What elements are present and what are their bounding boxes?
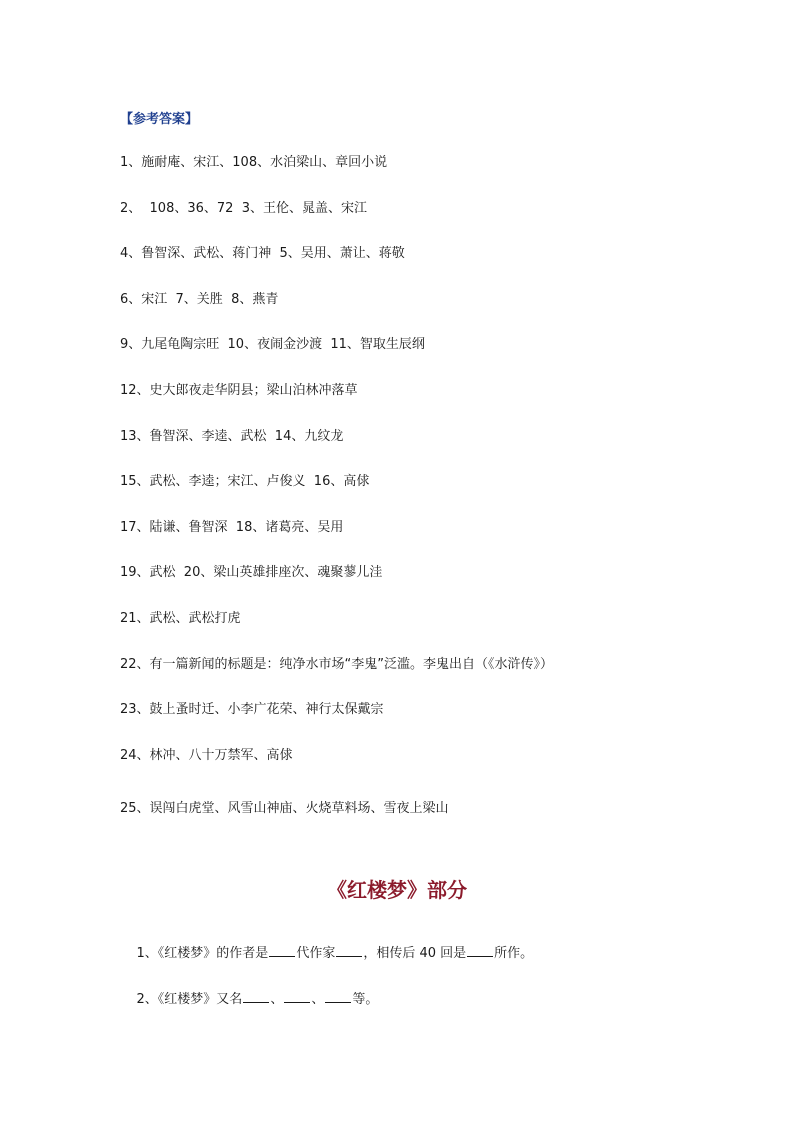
question-text: 、 — [270, 992, 284, 1007]
answer-item: 13、鲁智深、李逵、武松 14、九纹龙 — [120, 429, 344, 444]
question-text: 代作家 — [296, 946, 336, 961]
question-text: 、 — [311, 992, 325, 1007]
answer-blank[interactable] — [243, 990, 269, 1003]
answer-item: 9、九尾龟陶宗旺 10、夜闹金沙渡 11、智取生辰纲 — [120, 337, 425, 352]
question-text: ，相传后 40 回是 — [363, 946, 467, 961]
answer-item: 23、鼓上蚤时迁、小李广花荣、神行太保戴宗 — [120, 702, 384, 717]
question-text: 所作。 — [494, 946, 534, 961]
answer-blank[interactable] — [467, 944, 493, 957]
answer-item: 2、 108、36、72 3、王伦、晁盖、宋江 — [120, 201, 367, 216]
answer-item: 4、鲁智深、武松、蒋门神 5、吴用、萧让、蒋敬 — [120, 246, 405, 261]
answers-heading: 【参考答案】 — [120, 112, 199, 127]
answer-item: 22、有一篇新闻的标题是：纯净水市场“李鬼”泛滥。李鬼出自（《水浒传》） — [120, 657, 554, 672]
answer-item: 1、施耐庵、宋江、108、水泊梁山、章回小说 — [120, 155, 388, 170]
question-item — [120, 972, 378, 1027]
section-title: 《红楼梦》部分 — [327, 878, 467, 902]
answer-item: 25、误闯白虎堂、风雪山神庙、火烧草料场、雪夜上梁山 — [120, 801, 449, 816]
answer-item: 15、武松、李逵；宋江、卢俊义 16、高俅 — [120, 474, 370, 489]
answer-blank[interactable] — [325, 990, 351, 1003]
answer-item: 24、林冲、八十万禁军、高俅 — [120, 748, 293, 763]
answer-item: 17、陆谦、鲁智深 18、诸葛亮、吴用 — [120, 520, 344, 535]
answer-item: 21、武松、武松打虎 — [120, 611, 241, 626]
answer-blank[interactable] — [336, 944, 362, 957]
question-text: 1、《红楼梦》的作者是 — [136, 946, 269, 961]
answer-item: 6、宋江 7、关胜 8、燕青 — [120, 292, 279, 307]
answer-item: 19、武松 20、梁山英雄排座次、魂聚蓼儿洼 — [120, 565, 383, 580]
answer-blank[interactable] — [284, 990, 310, 1003]
answer-blank[interactable] — [269, 944, 295, 957]
question-text: 2、《红楼梦》又名 — [136, 992, 243, 1007]
answer-item: 12、史大郎夜走华阴县；梁山泊林冲落草 — [120, 383, 358, 398]
question-text: 等。 — [352, 992, 379, 1007]
